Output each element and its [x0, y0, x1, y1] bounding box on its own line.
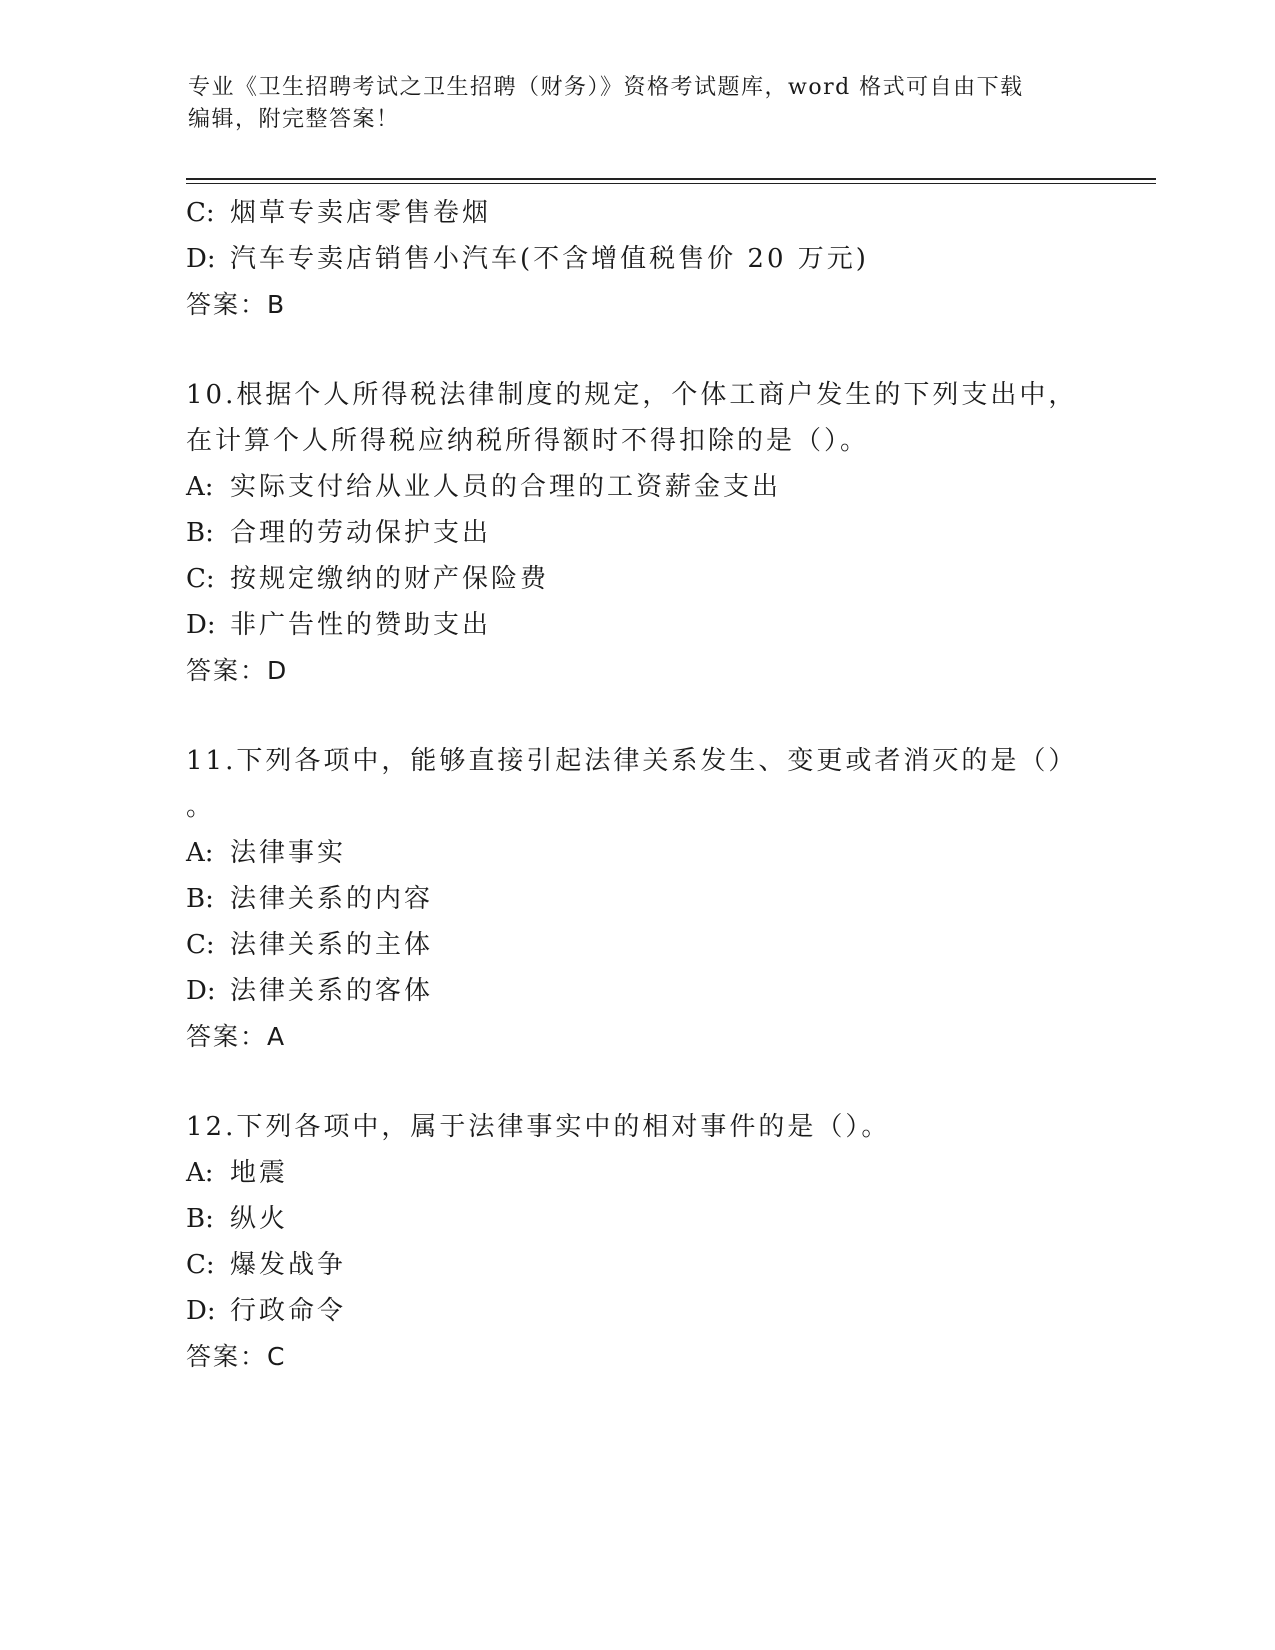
option-text: 汽车专卖店销售小汽车(不含增值税售价 20 万元) [230, 244, 869, 274]
header-line-1: 专业《卫生招聘考试之卫生招聘（财务）》资格考试题库，word 格式可自由下载 [188, 75, 1024, 100]
option-text: 法律关系的内容 [230, 884, 434, 914]
option-label: C: [186, 564, 215, 594]
option-label: C: [186, 1250, 215, 1280]
option-b [186, 1196, 1146, 1242]
option-label: B: [186, 518, 214, 548]
option-text: 爆发战争 [230, 1250, 347, 1280]
option-label: A: [186, 838, 214, 868]
option-label: C: [186, 198, 215, 228]
question-11 [186, 738, 1146, 1060]
stem-line-2: 在计算个人所得税应纳税所得额时不得扣除的是（）。 [186, 426, 870, 456]
option-text: 纵火 [230, 1204, 289, 1234]
question-9-continued [186, 190, 1146, 328]
option-label: D: [186, 976, 216, 1006]
stem-line-1: 11.下列各项中，能够直接引起法律关系发生、变更或者消灭的是（） [186, 746, 1078, 776]
answer-line: 答案：C [186, 1342, 287, 1371]
option-text: 地震 [230, 1158, 289, 1188]
option-label: A: [186, 1158, 214, 1188]
option-a [186, 830, 1146, 876]
question-list [186, 190, 1146, 1380]
question-stem [186, 1104, 1146, 1150]
answer-line: 答案：D [186, 656, 289, 685]
option-text: 合理的劳动保护支出 [230, 518, 492, 548]
option-c [186, 190, 1146, 236]
question-stem [186, 738, 1146, 830]
option-label: D: [186, 610, 216, 640]
answer-line: 答案：B [186, 290, 287, 319]
option-a [186, 464, 1146, 510]
option-text: 按规定缴纳的财产保险费 [230, 564, 550, 594]
option-c [186, 556, 1146, 602]
option-label: D: [186, 244, 216, 274]
option-text: 非广告性的赞助支出 [230, 610, 492, 640]
option-text: 法律事实 [230, 838, 347, 868]
stem-line-1: 12.下列各项中，属于法律事实中的相对事件的是（）。 [186, 1112, 891, 1142]
header-divider [186, 178, 1156, 184]
option-label: D: [186, 1296, 216, 1326]
option-d [186, 1288, 1146, 1334]
option-label: B: [186, 884, 214, 914]
option-text: 行政命令 [230, 1296, 347, 1326]
option-text: 法律关系的客体 [230, 976, 434, 1006]
question-stem [186, 372, 1146, 464]
option-text: 实际支付给从业人员的合理的工资薪金支出 [230, 472, 782, 502]
option-d [186, 968, 1146, 1014]
answer-line: 答案：A [186, 1022, 287, 1051]
page-header [188, 72, 1068, 136]
stem-line-1: 10.根据个人所得税法律制度的规定，个体工商户发生的下列支出中， [186, 380, 1078, 410]
option-c [186, 922, 1146, 968]
header-line-2: 编辑，附完整答案！ [188, 107, 400, 132]
option-b [186, 876, 1146, 922]
option-label: B: [186, 1204, 214, 1234]
option-b [186, 510, 1146, 556]
option-a [186, 1150, 1146, 1196]
stem-line-2: 。 [186, 792, 216, 822]
option-c [186, 1242, 1146, 1288]
option-label: C: [186, 930, 215, 960]
option-text: 烟草专卖店零售卷烟 [230, 198, 492, 228]
option-d [186, 236, 1146, 282]
option-text: 法律关系的主体 [230, 930, 434, 960]
option-d [186, 602, 1146, 648]
question-12 [186, 1104, 1146, 1380]
option-label: A: [186, 472, 214, 502]
question-10 [186, 372, 1146, 694]
